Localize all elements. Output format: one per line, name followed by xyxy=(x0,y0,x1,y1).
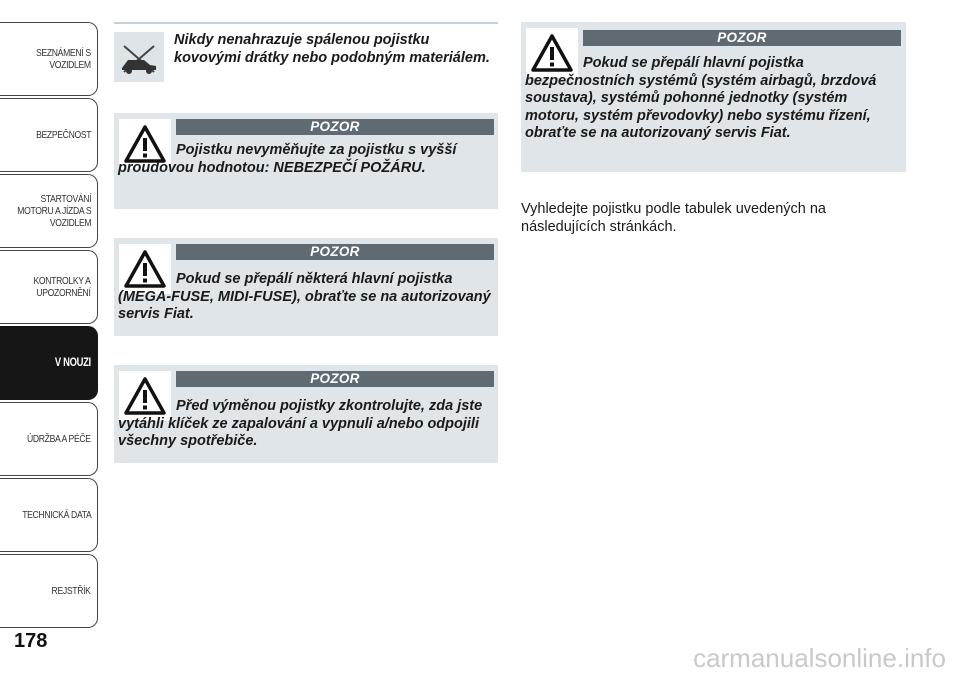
note-text: Nikdy nenahrazuje spálenou pojistku kovovými drátky nebo podobným materiálem. xyxy=(174,32,490,66)
tab-label: KONTROLKY A UPOZORNĚNÍ xyxy=(33,275,91,299)
tab-label: V NOUZI xyxy=(55,357,91,369)
tab-bezpecnost[interactable] xyxy=(0,98,98,172)
warning-box xyxy=(114,238,498,336)
warning-header: POZOR xyxy=(176,371,494,387)
environment-car-icon xyxy=(114,32,164,82)
warning-header: POZOR xyxy=(583,30,901,46)
tab-label: BEZPEČNOST xyxy=(35,129,91,141)
warning-box xyxy=(114,365,498,463)
tab-label: REJSTŘÍK xyxy=(51,585,91,597)
tab-seznameni-s-vozidlem[interactable] xyxy=(0,22,98,96)
warning-box xyxy=(114,113,498,209)
warning-text: Pokud se přepálí hlavní pojistka bezpečnostních systémů (systém airbagů, brzdová soustava), systémů pohonné jednotky (systém motoru, systém převodovky) nebo systému řízení, obraťte se na autorizovaný servis Fiat. xyxy=(525,55,877,141)
warning-text: Pojistku nevyměňujte za pojistku s vyšší proudovou hodnotou: NEBEZPEČÍ POŽÁRU. xyxy=(118,142,457,176)
tab-kontrolky[interactable] xyxy=(0,250,98,324)
tab-label: SEZNÁMENÍ S VOZIDLEM xyxy=(36,47,91,71)
warning-text: Pokud se přepálí některá hlavní pojistka (MEGA-FUSE, MIDI-FUSE), obraťte se na autorizovaný servis Fiat. xyxy=(118,271,491,322)
warning-header: POZOR xyxy=(176,119,494,135)
tab-label: TECHNICKÁ DATA xyxy=(21,509,91,521)
watermark: carmanualsonline.info xyxy=(693,643,946,673)
warning-header: POZOR xyxy=(176,244,494,260)
warning-text: Před výměnou pojistky zkontrolujte, zda jste vytáhli klíček ze zapalování a vypnuli a/nebo odpojili všechny spotřebiče. xyxy=(118,398,483,449)
tab-label: STARTOVÁNÍ MOTORU A JÍZDA S VOZIDLEM xyxy=(16,193,91,229)
warning-box xyxy=(521,22,906,172)
tab-v-nouzi[interactable] xyxy=(0,326,98,400)
section-rule xyxy=(114,22,498,24)
body-paragraph: Vyhledejte pojistku podle tabulek uvedených na následujících stránkách. xyxy=(521,201,826,235)
tab-rejstrik[interactable] xyxy=(0,554,98,628)
tab-technicka-data[interactable] xyxy=(0,478,98,552)
tab-udrzba-a-pece[interactable] xyxy=(0,402,98,476)
tab-label: ÚDRŽBA A PÉČE xyxy=(27,433,91,445)
tab-startovani[interactable] xyxy=(0,174,98,248)
page-number: 178 xyxy=(14,630,48,652)
